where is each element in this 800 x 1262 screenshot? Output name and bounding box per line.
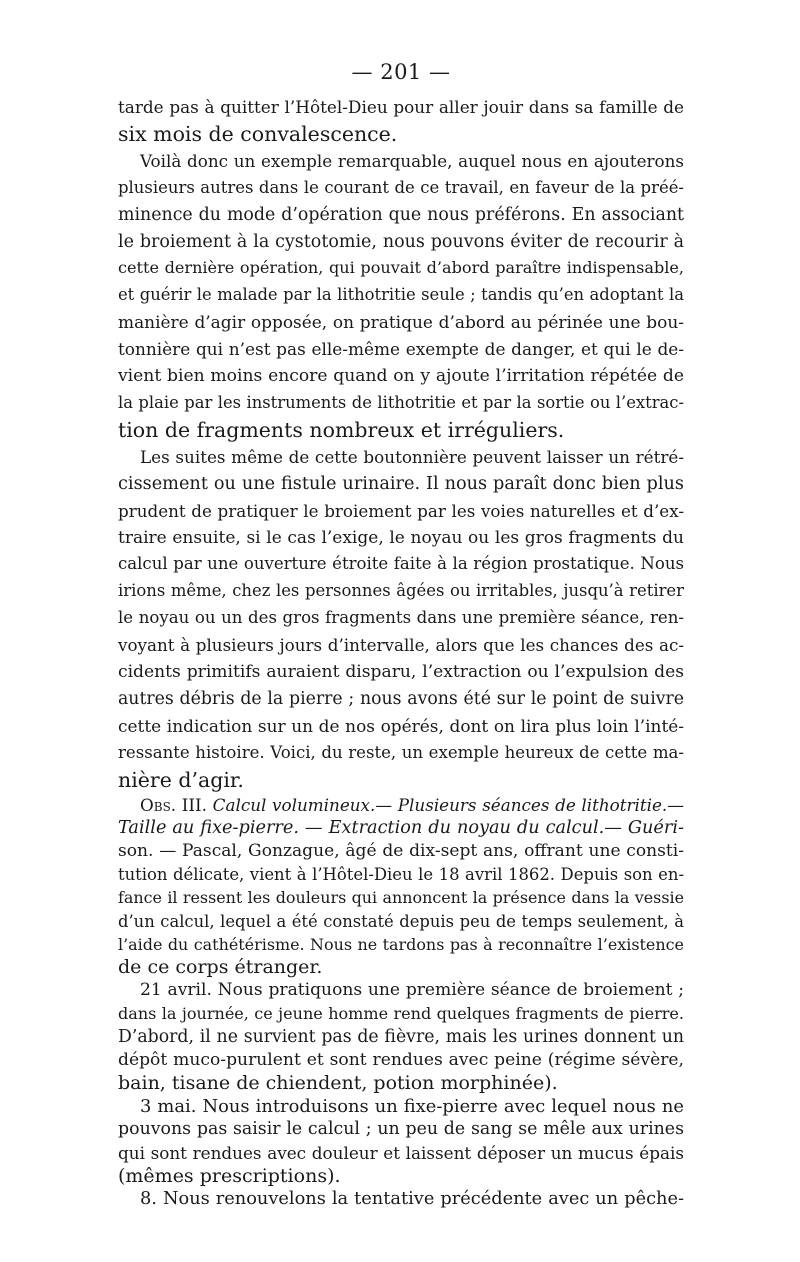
text-line: plusieurs autres dans le courant de ce travail, en faveur de la préé- xyxy=(118,177,684,197)
text-line: tarde pas à quitter l’Hôtel-Dieu pour aller jouir dans sa famille de xyxy=(118,97,684,117)
text-line: autres débris de la pierre ; nous avons été sur le point de suivre xyxy=(118,688,684,709)
text-line: D’abord, il ne survient pas de fièvre, mais les urines donnent un xyxy=(118,1026,684,1047)
text-line: dans la journée, ce jeune homme rend quelques fragments de pierre. xyxy=(118,1004,684,1024)
observation-section xyxy=(118,794,684,980)
text-line: cette dernière opération, qui pouvait d’abord paraître indispensable, xyxy=(118,258,684,278)
paragraph-suites xyxy=(118,444,684,794)
text-line: son. — Pascal, Gonzague, âgé de dix-sept ans, offrant une consti- xyxy=(118,840,684,861)
text-line: ressante histoire. Voici, du reste, un exemple heureux de cette ma- xyxy=(118,742,684,762)
text-line: manière d’agir opposée, on pratique d’abord au périnée une bou- xyxy=(118,312,684,333)
text-line: Les suites même de cette boutonnière peuvent laisser un rétré- xyxy=(140,446,684,467)
text-line: calcul par une ouverture étroite faite à la région prostatique. Nous xyxy=(118,554,684,574)
text-line: six mois de convalescence. xyxy=(118,121,398,146)
text-line: d’un calcul, lequel a été constaté depuis peu de temps seulement, à xyxy=(118,911,684,931)
text-line: qui sont rendues avec douleur et laissent déposer un mucus épais xyxy=(118,1142,684,1163)
paragraph-continuation xyxy=(118,94,684,148)
text-line: tonnière qui n’est pas elle-même exempte de danger, et qui le de- xyxy=(118,339,684,360)
text-line: vient bien moins encore quand on y ajoute l’irritation répétée de xyxy=(118,366,684,387)
text-line: la plaie par les instruments de lithotritie et par la sortie ou l’extrac- xyxy=(118,392,684,412)
text-line: 3 mai. Nous introduisons un fixe-pierre avec lequel nous ne xyxy=(140,1096,684,1118)
text-line: tution délicate, vient à l’Hôtel-Dieu le 18 avril 1862. Depuis son en- xyxy=(118,865,684,885)
text-line: fance il ressent les douleurs qui annoncent la présence dans la vessie xyxy=(118,888,684,908)
text-line: bain, tisane de chiendent, potion morphinée). xyxy=(118,1072,558,1094)
text-line: de ce corps étranger. xyxy=(118,955,323,978)
text-line: et guérir le malade par la lithotritie seule ; tandis qu’en adoptant la xyxy=(118,285,684,305)
text-line: cissement ou une fistule urinaire. Il nous paraît donc bien plus xyxy=(118,473,684,494)
entry-3-mai xyxy=(118,1095,684,1188)
observation-title: Taille au fixe-pierre. — Extraction du noyau du calcul.— Guéri- xyxy=(118,817,684,838)
text-line: le noyau ou un des gros fragments dans une première séance, ren- xyxy=(118,608,684,628)
entry-8 xyxy=(118,1188,684,1211)
text-line: minence du mode d’opération que nous préférons. En associant xyxy=(118,204,684,225)
text-line: Voilà donc un exemple remarquable, auquel nous en ajouterons xyxy=(140,150,684,171)
observation-title: Calcul volumineux.— Plusieurs séances de lithotritie.— xyxy=(212,794,684,815)
text-line: traire ensuite, si le cas l’exige, le noyau ou les gros fragments du xyxy=(118,527,684,548)
observation-heading-line xyxy=(118,794,684,817)
text-line: nière d’agir. xyxy=(118,767,244,792)
text-line: 8. Nous renouvelons la tentative précédente avec un pêche- xyxy=(140,1189,684,1210)
text-line: cette indication sur un de nos opérés, dont on lira plus loin l’inté- xyxy=(118,715,684,736)
text-line: dépôt muco-purulent et sont rendues avec peine (régime sévère, xyxy=(118,1049,684,1070)
text-line: pouvons pas saisir le calcul ; un peu de sang se mêle aux urines xyxy=(118,1119,684,1140)
text-line: prudent de pratiquer le broiement par les voies naturelles et d’ex- xyxy=(118,500,684,521)
text-line: l’aide du cathétérisme. Nous ne tardons pas à reconnaître l’existence xyxy=(118,934,684,954)
text-line: tion de fragments nombreux et irréguliers. xyxy=(118,417,565,442)
observation-label: Obs. III. xyxy=(140,794,207,815)
entry-21-avril xyxy=(118,979,684,1095)
text-line: irions même, chez les personnes âgées ou irritables, jusqu’à retirer xyxy=(118,581,684,601)
text-line: 21 avril. Nous pratiquons une première séance de broiement ; xyxy=(140,980,684,1001)
text-line: le broiement à la cystotomie, nous pouvons éviter de recourir à xyxy=(118,231,684,252)
text-line: (mêmes prescriptions). xyxy=(118,1164,341,1187)
text-line: voyant à plusieurs jours d’intervalle, alors que les chances des ac- xyxy=(118,635,684,656)
text-line: cidents primitifs auraient disparu, l’extraction ou l’expulsion des xyxy=(118,662,684,683)
page-number: — 201 — xyxy=(351,60,451,84)
book-page xyxy=(118,58,684,1211)
paragraph-voila xyxy=(118,148,684,444)
